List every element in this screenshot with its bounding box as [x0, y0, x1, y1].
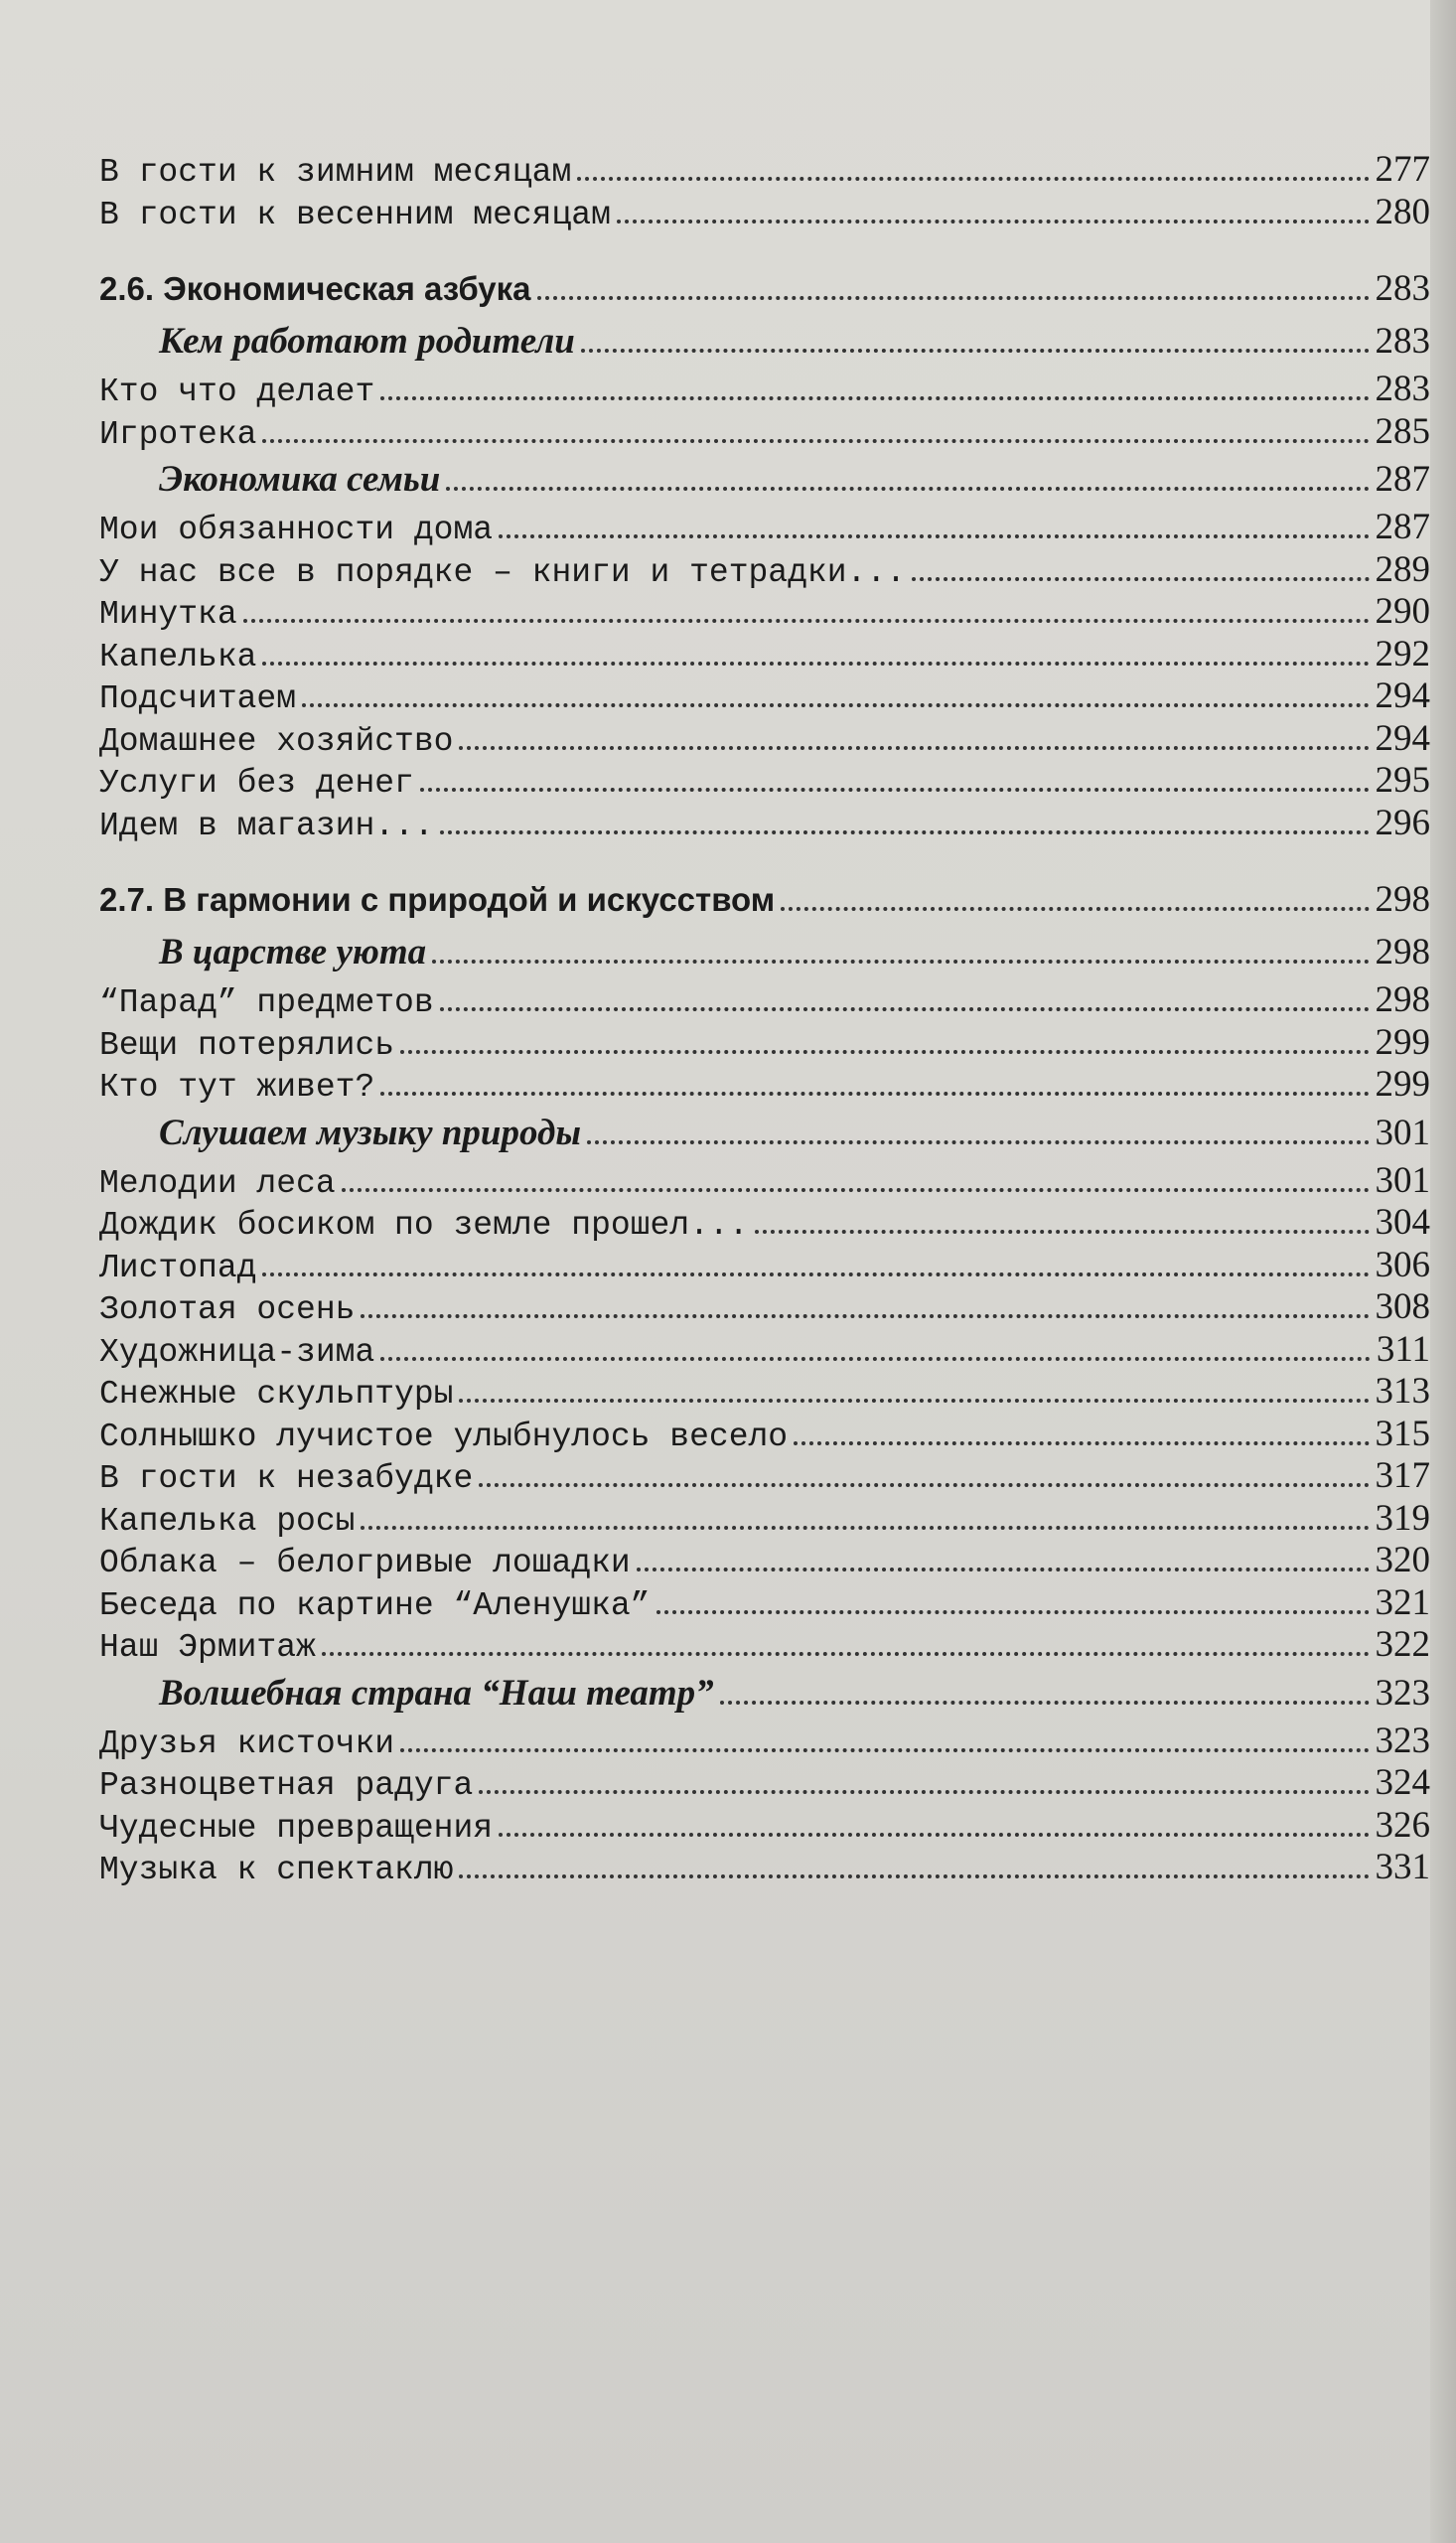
- toc-entry-title: Вещи потерялись: [99, 1026, 395, 1064]
- table-of-contents: [99, 149, 1430, 1889]
- toc-entry: [99, 1160, 1430, 1203]
- toc-page-number: 298: [1375, 932, 1430, 972]
- toc-subsection: [99, 1667, 1430, 1720]
- dot-leader: [637, 1568, 1370, 1571]
- toc-entry-title: Идем в магазин...: [99, 807, 434, 844]
- toc-entry-title: Беседа по картине “Аленушка”: [99, 1586, 651, 1624]
- toc-entry-title: Снежные скульптуры: [99, 1376, 454, 1413]
- toc-page-number: 321: [1375, 1581, 1430, 1623]
- toc-entry-title: Кем работают родители: [159, 321, 575, 362]
- dot-leader: [459, 1399, 1369, 1403]
- toc-page-number: 296: [1375, 802, 1430, 843]
- toc-page-number: 299: [1375, 1021, 1430, 1063]
- dot-leader: [499, 534, 1369, 538]
- toc-entry-title: В царстве уюта: [159, 932, 427, 972]
- toc-entry-title: Капелька: [99, 638, 257, 675]
- toc-entry-title: Чудесные превращения: [99, 1809, 494, 1847]
- dot-leader: [361, 1314, 1369, 1318]
- toc-page-number: 308: [1375, 1286, 1430, 1327]
- toc-entry-title: Облака – белогривые лошадки: [99, 1545, 631, 1581]
- dot-leader: [440, 1007, 1370, 1011]
- toc-entry-title: Капелька росы: [99, 1502, 356, 1540]
- toc-entry: [99, 1064, 1430, 1107]
- toc-page-number: 304: [1375, 1202, 1430, 1243]
- dot-leader: [342, 1188, 1370, 1192]
- toc-entry: [99, 1022, 1430, 1065]
- toc-entry-title: 2.6. Экономическая азбука: [99, 270, 531, 307]
- dot-leader: [243, 619, 1370, 623]
- toc-entry-title: Услуги без денег: [99, 765, 414, 802]
- toc-page-number: 292: [1375, 633, 1430, 674]
- dot-leader: [537, 296, 1370, 300]
- toc-page-number: 319: [1375, 1497, 1430, 1539]
- toc-subsection: [99, 453, 1430, 507]
- dot-leader: [587, 1140, 1369, 1144]
- dot-leader: [912, 577, 1370, 581]
- toc-entry: [99, 149, 1430, 192]
- dot-leader: [302, 703, 1369, 707]
- toc-entry: [99, 1329, 1430, 1372]
- toc-entry-title: Слушаем музыку природы: [159, 1112, 582, 1153]
- dot-leader: [479, 1483, 1369, 1487]
- dot-leader: [794, 1441, 1369, 1445]
- toc-page-number: 301: [1375, 1112, 1430, 1153]
- toc-entry: [99, 803, 1430, 845]
- toc-entry-title: Минутка: [99, 596, 237, 633]
- toc-entry: [99, 675, 1430, 718]
- toc-entry-title: Солнышко лучистое улыбнулось весело: [99, 1418, 789, 1455]
- dot-leader: [400, 1748, 1369, 1752]
- dot-leader: [420, 788, 1370, 792]
- toc-entry: [99, 760, 1430, 803]
- toc-entry: [99, 1847, 1430, 1889]
- toc-subsection: [99, 926, 1430, 979]
- toc-page-number: 323: [1375, 1720, 1430, 1761]
- toc-entry: [99, 1286, 1430, 1329]
- toc-entry-title: В гости к весенним месяцам: [99, 196, 611, 233]
- dot-leader: [577, 177, 1369, 181]
- toc-entry-title: Художница-зима: [99, 1333, 375, 1371]
- toc-entry: [99, 1624, 1430, 1667]
- toc-entry: [99, 1245, 1430, 1287]
- dot-leader: [499, 1833, 1369, 1837]
- toc-entry: [99, 1371, 1430, 1414]
- toc-entry-title: 2.7. В гармонии с природой и искусством: [99, 881, 776, 918]
- toc-entry-title: Мои обязанности дома: [99, 512, 494, 548]
- toc-page-number: 320: [1375, 1540, 1430, 1580]
- dot-leader: [459, 1874, 1369, 1878]
- dot-leader: [720, 1701, 1370, 1705]
- toc-entry-title: Игротека: [99, 415, 257, 453]
- toc-entry-title: Дождик босиком по земле прошел...: [99, 1207, 749, 1244]
- toc-subsection: [99, 315, 1430, 369]
- dot-leader: [262, 662, 1369, 666]
- toc-page-number: 317: [1375, 1455, 1430, 1496]
- dot-leader: [581, 349, 1370, 353]
- dot-leader: [781, 907, 1369, 911]
- dot-leader: [322, 1652, 1370, 1656]
- toc-page-number: 289: [1375, 548, 1430, 590]
- toc-entry-title: Наш Эрмитаж: [99, 1629, 316, 1666]
- toc-page-number: 311: [1376, 1328, 1430, 1370]
- toc-page-number: 287: [1375, 507, 1430, 547]
- toc-page-number: 298: [1375, 879, 1430, 920]
- toc-page-number: 290: [1375, 591, 1430, 632]
- toc-entry-title: Кто тут живет?: [99, 1069, 375, 1106]
- toc-entry: [99, 1582, 1430, 1625]
- toc-page-number: 283: [1375, 268, 1430, 309]
- toc-entry-title: Разноцветная радуга: [99, 1767, 474, 1804]
- toc-entry: [99, 549, 1430, 592]
- toc-page-number: 322: [1375, 1624, 1430, 1665]
- toc-entry: [99, 1414, 1430, 1456]
- toc-page-number: 301: [1375, 1159, 1430, 1201]
- toc-page-number: 315: [1375, 1413, 1430, 1454]
- toc-entry-title: “Парад” предметов: [99, 984, 434, 1021]
- dot-leader: [656, 1610, 1370, 1614]
- dot-leader: [380, 396, 1369, 400]
- toc-page-number: 299: [1375, 1064, 1430, 1105]
- toc-entry-title: Волшебная страна “Наш театр”: [159, 1672, 714, 1714]
- toc-page-number: 331: [1375, 1847, 1430, 1887]
- dot-leader: [440, 830, 1370, 834]
- toc-entry-title: У нас все в порядке – книги и тетрадки...: [99, 553, 906, 591]
- toc-entry-title: В гости к незабудке: [99, 1460, 474, 1497]
- toc-entry-title: Друзья кисточки: [99, 1724, 395, 1762]
- dot-leader: [262, 439, 1369, 443]
- toc-page-number: 283: [1375, 369, 1430, 409]
- dot-leader: [479, 1790, 1369, 1794]
- toc-entry: [99, 1498, 1430, 1541]
- toc-entry-title: Листопад: [99, 1249, 257, 1286]
- dot-leader: [361, 1526, 1369, 1530]
- toc-entry-title: Экономика семьи: [159, 459, 441, 500]
- toc-page-number: 324: [1375, 1762, 1430, 1803]
- dot-leader: [755, 1230, 1370, 1234]
- dot-leader: [400, 1050, 1369, 1054]
- toc-entry: [99, 1455, 1430, 1498]
- toc-page-number: 283: [1375, 321, 1430, 362]
- toc-entry: [99, 411, 1430, 454]
- toc-page-number: 277: [1375, 149, 1430, 190]
- toc-page-number: 287: [1375, 459, 1430, 500]
- toc-entry: [99, 192, 1430, 234]
- toc-entry-title: Мелодии леса: [99, 1164, 336, 1202]
- dot-leader: [262, 1272, 1369, 1276]
- toc-entry: [99, 369, 1430, 411]
- dot-leader: [380, 1092, 1369, 1096]
- toc-page-number: 295: [1375, 760, 1430, 801]
- toc-entry-title: Золотая осень: [99, 1291, 356, 1328]
- toc-entry: [99, 507, 1430, 549]
- toc-page-number: 280: [1375, 191, 1430, 232]
- toc-page-number: 285: [1375, 410, 1430, 452]
- toc-entry: [99, 1540, 1430, 1582]
- toc-page-number: 294: [1375, 717, 1430, 759]
- dot-leader: [446, 487, 1369, 491]
- toc-page-number: 306: [1375, 1244, 1430, 1285]
- toc-entry-title: Музыка к спектаклю: [99, 1852, 454, 1888]
- toc-section: [99, 874, 1430, 926]
- toc-page-number: 313: [1375, 1371, 1430, 1412]
- toc-page-number: 323: [1375, 1672, 1430, 1714]
- toc-entry: [99, 1762, 1430, 1805]
- toc-entry-title: В гости к зимним месяцам: [99, 154, 572, 191]
- toc-page-number: 326: [1375, 1804, 1430, 1846]
- toc-entry: [99, 634, 1430, 676]
- dot-leader: [380, 1357, 1371, 1361]
- toc-entry: [99, 591, 1430, 634]
- toc-section: [99, 263, 1430, 315]
- toc-subsection: [99, 1107, 1430, 1160]
- toc-page-number: 298: [1375, 979, 1430, 1020]
- dot-leader: [617, 220, 1370, 224]
- dot-leader: [459, 746, 1369, 750]
- toc-entry-title: Домашнее хозяйство: [99, 722, 454, 760]
- toc-entry-title: Подсчитаем: [99, 680, 297, 717]
- toc-page-number: 294: [1375, 675, 1430, 716]
- toc-entry-title: Кто что делает: [99, 374, 375, 410]
- toc-entry: [99, 1805, 1430, 1848]
- toc-entry: [99, 1202, 1430, 1245]
- dot-leader: [432, 960, 1369, 964]
- toc-entry: [99, 979, 1430, 1022]
- page-edge: [1430, 0, 1456, 2543]
- toc-entry: [99, 1720, 1430, 1763]
- toc-entry: [99, 718, 1430, 761]
